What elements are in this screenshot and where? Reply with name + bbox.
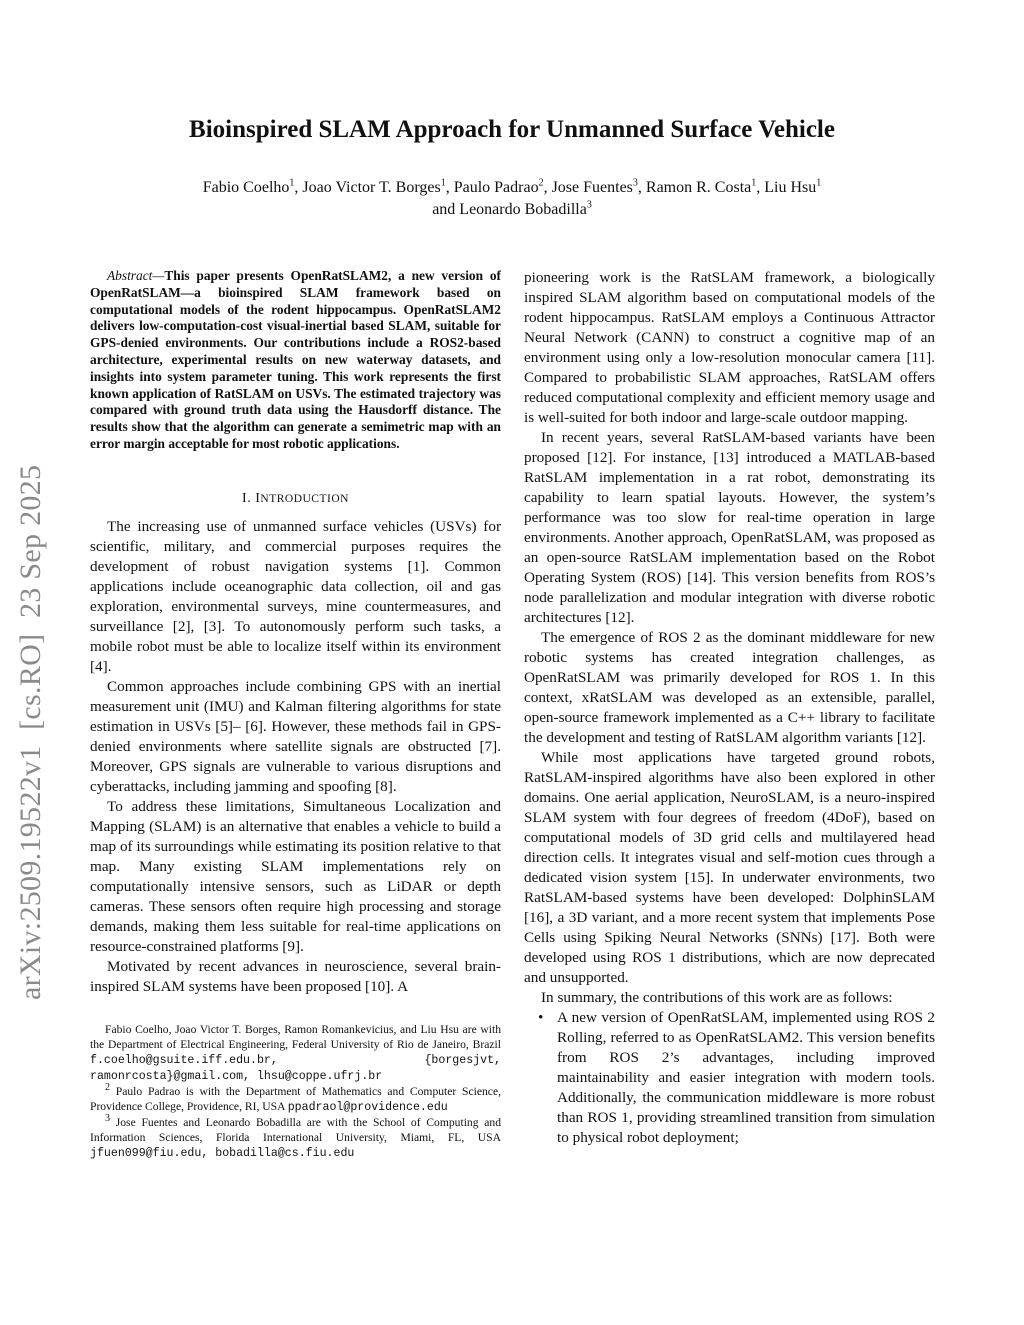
- author-line-2: and Leonardo Bobadilla$^3$: [432, 199, 592, 218]
- list-item: • A new version of OpenRatSLAM, implemented using ROS 2 Rolling, referred to as OpenRatSLAM2. This version benefits from ROS 2’s advantages, including improved maintainability and easier integration with modern tools. Additionally, the communication middleware is more robust than ROS 1, providing streamlined transition from simulation to physical robot deployment;: [538, 1009, 935, 1146]
- author: Fabio Coelho$^1$,: [202, 177, 303, 196]
- paragraph: While most applications have targeted ground robots, RatSLAM-inspired algorithms have also been explored in other domains. One aerial application, NeuroSLAM, is a neuro-inspired SLAM system with four degrees of freedom (4DoF), based on computational models of 3D grid cells and multilayered head direction cells. It integrates visual and self-motion cues through a dedicated vision system [15]. In underwater environments, two RatSLAM-based systems have been developed: DolphinSLAM [16], a 3D variant, and a more recent system that implements Pose Cells using Spiking Neural Networks (SNNs) [17]. Both were developed using ROS 1 distributions, which are now deprecated and unsupported.: [524, 749, 935, 986]
- author: Joao Victor T. Borges$^1$,: [302, 177, 454, 196]
- author: Liu Hsu$^1$: [764, 177, 822, 196]
- section-heading-introduction: I. INTRODUCTION: [242, 490, 349, 506]
- author: Paulo Padrao$^2$,: [453, 177, 552, 196]
- right-column: [524, 268, 935, 1148]
- author-list: [90, 177, 934, 221]
- paragraph: Common approaches include combining GPS with an inertial measurement unit (IMU) and Kalman filtering algorithms for state estimation in USVs [5]– [6]. However, these methods fail in GPS-denied environments where satellite signals are obstructed [7]. Moreover, GPS signals are vulnerable to various disruptions and cyberattacks, including jamming and spoofing [8].: [90, 677, 501, 795]
- abstract: Abstract—This paper presents OpenRatSLAM2, a new version of OpenRatSLAM—a bioinspired SLAM framework based on computational models of the rodent hippocampus. OpenRatSLAM2 delivers low-computation-cost visual-inertial based SLAM, suitable for GPS-denied environments. Our contributions include a ROS2-based architecture, experimental results on new waterway datasets, and insights into system parameter tuning. This work represents the first known application of RatSLAM on USVs. The estimated trajectory was compared with ground truth data using the Hausdorff distance. The results show that the algorithm can generate a semimetric map with an error margin acceptable for most robotic applications.: [90, 268, 501, 451]
- footnote-1: Fabio Coelho, Joao Victor T. Borges, Ramon Romankevicius, and Liu Hsu are with the Department of Electrical Engineering, Federal University of Rio de Janeiro, Brazil f.coelho@gsuite.iff.edu.br, {borgesjvt, ramonrcosta}@gmail.com, lhsu@coppe.ufrj.br: [90, 1022, 501, 1083]
- contribution-list: [524, 1008, 935, 1148]
- paper-title: Bioinspired SLAM Approach for Unmanned Surface Vehicle: [189, 116, 835, 143]
- paragraph: To address these limitations, Simultaneous Localization and Mapping (SLAM) is an alternative that enables a vehicle to build a map of its surroundings while estimating its position relative to that map. Many existing SLAM implementations rely on computationally intensive sensors, such as LiDAR or depth cameras. These sensors often require high processing and storage demands, making them less suitable for real-time applications on resource-constrained platforms [9].: [90, 797, 501, 955]
- left-column: [90, 268, 501, 1161]
- author: Leonardo Bobadilla: [459, 201, 587, 218]
- author-line-1: [90, 177, 934, 199]
- paragraph: Motivated by recent advances in neuroscience, several brain-inspired SLAM systems have been proposed [10]. A: [90, 957, 501, 995]
- footnote-2: $^2$ Paulo Padrao is with the Department of Mathematics and Computer Science, Providence College, Providence, RI, USA ppadraol@providence.edu: [90, 1081, 501, 1114]
- author: Jose Fuentes$^3$,: [551, 177, 646, 196]
- paragraph: In recent years, several RatSLAM-based variants have been proposed [12]. For instance, [13] introduced a MATLAB-based RatSLAM implementation in a rat robot, demonstrating its capability to learn spatial layouts. However, the system’s performance was too slow for real-time operation in large environments. Another approach, OpenRatSLAM, was proposed as an open-source RatSLAM implementation based on the Robot Operating System (ROS) [14]. This version benefits from ROS’s node parallelization and modular integration with diverse robotic architectures [12].: [524, 429, 935, 626]
- bullet-icon: •: [538, 1009, 544, 1026]
- paragraph: The emergence of ROS 2 as the dominant middleware for new robotic systems has created integration challenges, as OpenRatSLAM was primarily developed for ROS 1. In this context, xRatSLAM was developed as an extensible, parallel, open-source framework implemented as a C++ library to facilitate the development and testing of RatSLAM algorithm variants [12].: [524, 629, 935, 746]
- footnote-3: $^3$ Jose Fuentes and Leonardo Bobadilla are with the School of Computing and Information Sciences, Florida International University, Miami, FL, USA jfuen099@fiu.edu, bobadilla@cs.fiu.edu: [90, 1112, 501, 1160]
- paragraph: In summary, the contributions of this work are as follows:: [541, 989, 893, 1006]
- paragraph: The increasing use of unmanned surface vehicles (USVs) for scientific, military, and commercial purposes requires the development of robust navigation systems [1]. Common applications include oceanographic data collection, oil and gas exploration, environmental surveys, mine countermeasures, and surveillance [2], [3]. To autonomously perform such tasks, a mobile robot must be able to localize itself within its environment [4].: [90, 517, 501, 675]
- author: Ramon R. Costa$^1$,: [645, 177, 765, 196]
- paragraph: pioneering work is the RatSLAM framework, a biologically inspired SLAM algorithm based on computational models of the rodent hippocampus. RatSLAM employs a Continuous Attractor Neural Network (CANN) to construct a cognitive map of an environment using only a low-resolution monocular camera [11]. Compared to probabilistic SLAM approaches, RatSLAM offers reduced computational complexity and efficient memory usage and is well-suited for both indoor and large-scale outdoor mapping.: [524, 269, 935, 426]
- arxiv-stamp: arXiv:2509.19522v1 [cs.RO] 23 Sep 2025: [14, 464, 47, 1000]
- footnotes: [90, 1022, 501, 1161]
